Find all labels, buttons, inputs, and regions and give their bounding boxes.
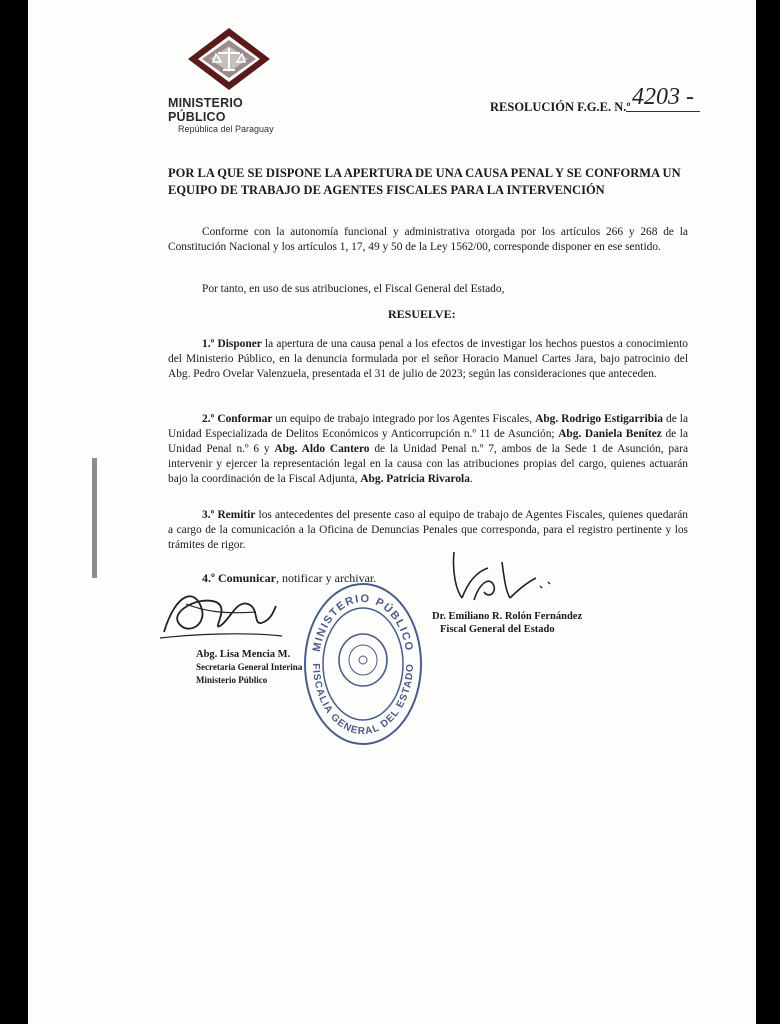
- paragraph-considerando: Conforme con la autonomía funcional y administrativa otorgada por los artículos 266 y 268 de la Constitución Nacional y los artículos 1, 17, 49 y 50 de la Ley 1562/00, corresponde disponer en ese sentido.: [168, 226, 688, 253]
- resolution-item-1: [168, 337, 688, 382]
- item-verb: Conformar: [217, 413, 273, 425]
- fiscal-name: Abg. Daniela Benítez: [558, 428, 662, 440]
- org-subtitle: República del Paraguay: [178, 124, 274, 134]
- resolution-number: 4203 -: [626, 84, 700, 112]
- signer-org: Ministerio Público: [196, 675, 268, 685]
- signer-name: Abg. Lisa Mencia M.: [196, 649, 291, 660]
- signature-block-left: [196, 648, 302, 687]
- item-verb: Comunicar: [217, 571, 276, 585]
- item-number: 1.º: [202, 338, 215, 350]
- item-verb: Disponer: [217, 338, 262, 350]
- fiscal-name: Abg. Aldo Cantero: [274, 443, 370, 455]
- item-number: 4.º: [202, 571, 215, 585]
- item-text: .: [469, 473, 473, 485]
- resuelve-heading: RESUELVE:: [388, 307, 456, 321]
- signature-block-right: [432, 610, 582, 636]
- seal-bottom-text: FISCALIA GENERAL DEL ESTADO: [309, 663, 417, 738]
- seal-top-text: MINISTERIO PÚBLICO: [310, 592, 416, 653]
- item-text: la apertura de una causa penal a los efectos de investigar los hechos puestos a conocimiento del Ministerio Público, en la denuncia formulada por el señor Horacio Manuel Cartes Jara, bajo patrocinio del Abg. Pedro Ovelar Valenzuela, presentada el 31 de julio de 2023; según las consideraciones que anteceden.: [168, 338, 688, 380]
- item-text: , notificar y archivar.: [275, 571, 377, 585]
- item-verb: Remitir: [217, 509, 256, 521]
- document-page: [28, 0, 756, 1024]
- ministerio-logo: [168, 26, 298, 134]
- item-text: un equipo de trabajo integrado por los Agentes Fiscales,: [272, 413, 536, 425]
- scales-emblem-icon: [186, 26, 272, 92]
- signer-role: Fiscal General del Estado: [440, 624, 555, 635]
- signer-name: Dr. Emiliano R. Rolón Fernández: [432, 611, 583, 622]
- item-text: de la Unidad Penal n.º 7, ambos de la Sede 1 de Asunción, para intervenir y ejercer la representación legal en la causa con las atribuciones propias del cargo, quienes actuarán bajo la coordinación de la Fiscal Adjunta,: [168, 443, 689, 485]
- item-number: 3.º: [202, 509, 215, 521]
- document-title: POR LA QUE SE DISPONE LA APERTURA DE UNA CAUSA PENAL Y SE CONFORMA UN EQUIPO DE TRABAJO DE AGENTES FISCALES PARA LA INTERVENCIÓN: [168, 166, 681, 197]
- org-name: MINISTERIO PÚBLICO: [168, 96, 243, 124]
- resolution-label: RESOLUCIÓN F.G.E. N.º: [490, 100, 631, 114]
- resolution-item-2: [168, 412, 688, 487]
- fiscal-adjunta-name: Abg. Patricia Rivarola: [360, 473, 470, 485]
- signer-role: Secretaria General Interina: [196, 662, 303, 672]
- handwritten-signature-left: [156, 582, 286, 648]
- paragraph-por-tanto: Por tanto, en uso de sus atribuciones, el Fiscal General del Estado,: [202, 283, 505, 295]
- official-seal: [303, 582, 423, 746]
- resolution-item-3: [168, 508, 688, 553]
- item-text: los antecedentes del presente caso al equipo de trabajo de Agentes Fiscales, quienes quedarán a cargo de la comunicación a la Oficina de Denuncias Penales que corresponda, para el registro pertinente y los trámites de rigor.: [168, 509, 688, 551]
- item-text: de la Unidad Especializada de Delitos Económicos y Anticorrupción n.º 11 de Asunción;: [168, 413, 688, 440]
- item-number: 2.º: [202, 413, 215, 425]
- scan-edge-mark: [92, 458, 97, 578]
- item-text: de la Unidad Penal n.º 6 y: [168, 428, 688, 455]
- handwritten-signature-right: [444, 542, 554, 604]
- fiscal-name: Abg. Rodrigo Estigarribia: [535, 413, 663, 425]
